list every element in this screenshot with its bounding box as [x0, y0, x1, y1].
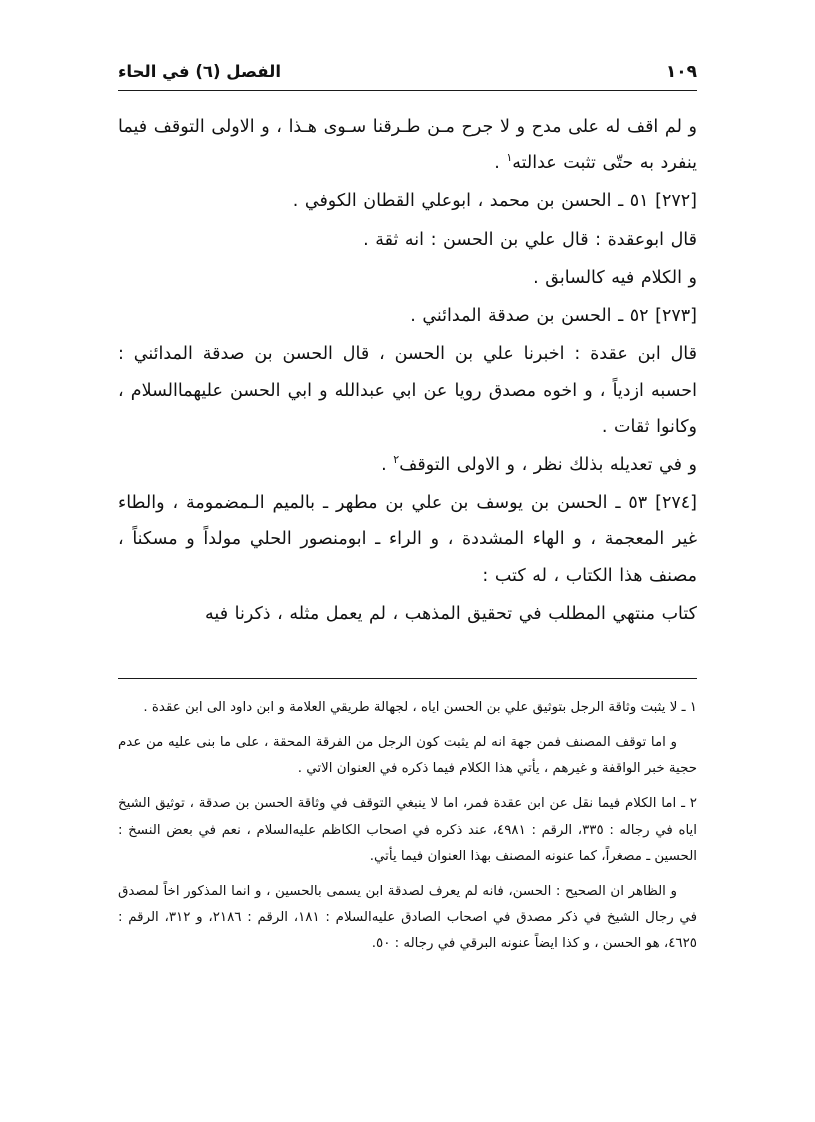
running-title: الفصل (٦) في الحاء [118, 62, 281, 81]
paragraph-2: [٢٧٢] ٥١ ـ الحسن بن محمد ، ابوعلي القطان الكوفي . [292, 191, 697, 212]
paragraph-7: و في تعديله بذلك نظر ، و الاولى التوقف$^٢$ . [381, 453, 697, 475]
paragraph-1-text: و لم اقف له على مدح و لا جرح مـن طـرقنا سـوى هـذا ، و الاولى التوقف فيما ينفرد به حتّى تثبت عدالته [118, 117, 697, 174]
footnote-2-continued [118, 879, 697, 957]
footnote-1-marker: ١ ـ [681, 700, 697, 716]
footnote-marker-1: ١ [506, 151, 513, 165]
paragraph-8: [٢٧٤] ٥٣ ـ الحسن بن يوسف بن علي بن مطهر ـ بالميم الـمضمومة ، والطاء غير المعجمة ، و الهاء المشددة ، و الراء ـ ابومنصور الحلي مولداً و مسكناً ، مصنف هذا الكتاب ، له كتب : [118, 493, 697, 586]
page-number: ١٠٩ [665, 62, 697, 82]
paragraph-1: و لم اقف له على مدح و لا جرح مـن طـرقنا سـوى هـذا ، و الاولى التوقف فيما ينفرد به حتّى تثبت عدالته$^١$ . [118, 117, 697, 174]
footnote-1 [118, 695, 697, 721]
footnote-marker-2: ٢ [393, 453, 400, 467]
footnote-2-continued-text: و الظاهر ان الصحيح : الحسن، فانه لم يعرف لصدقة ابن يسمى بالحسين ، و انما المذكور اخاً لمصدق في رجال الشيخ في ذكر مصدق في اصحاب الصادق عليه‌السلام : ١٨١، الرقم : ٢١٨٦، و ٣١٢، الرقم : ٤٦٢٥، هو الحسن ، و كذا ايضاً عنونه البرقي في رجاله : ٥٠. [118, 883, 697, 952]
footnote-2-marker: ٢ ـ [681, 796, 697, 812]
paragraph-6: قال ابن عقدة : اخبرنا علي بن الحسن ، قال الحسن بن صدقة المدائني : احسبه ازدياً ، و اخوه مصدق رويا عن ابي عبدالله و ابي الحسن عليهما‌السلام ، وكانوا ثقات . [118, 344, 697, 437]
footnote-1-continued-text: و اما توقف المصنف فمن جهة انه لم يثبت كون الرجل من الفرقة المحقة ، على ما بنى عليه من عدم حجية خبر الواقفة و غيرهم ، يأتي هذا الكلام فيما ذكره في العنوان الاتي . [118, 735, 697, 777]
paragraph-9: كتاب منتهي المطلب في تحقيق المذهب ، لم يعمل مثله ، ذكرنا فيه [205, 603, 697, 624]
body-text [118, 109, 697, 632]
footnote-1-text: لا يثبت وثاقة الرجل بتوثيق علي بن الحسن اياه ، لجهالة طريقي العلامة و ابن داود الى ابن عقدة . [143, 700, 678, 716]
paragraph-5: [٢٧٣] ٥٢ ـ الحسن بن صدقة المدائني . [410, 306, 697, 327]
footnote-2-text: اما الكلام فيما نقل عن ابن عقدة فمر، اما لا ينبغي التوقف في وثاقة الحسن بن صدقة ، توثيق الشيخ اياه في رجاله : ٣٣٥، الرقم : ٤٩٨١، عند ذكره في اصحاب الكاظم عليه‌السلام ، نعم في بعض النسخ : الحسين ـ مصغراً، كما عنونه المصنف بهذا العنوان فيما يأتي. [118, 796, 698, 864]
footnote-1-continued [118, 730, 697, 782]
header-divider [118, 90, 697, 91]
footnote-2 [118, 791, 697, 869]
paragraph-4: و الكلام فيه كالسابق . [533, 267, 697, 288]
footnotes-section [118, 695, 697, 957]
page-content [118, 62, 697, 966]
page-header [118, 62, 697, 90]
paragraph-7-text: و في تعديله بذلك نظر ، و الاولى التوقف [399, 454, 697, 475]
paragraph-3: قال ابوعقدة : قال علي بن الحسن : انه ثقة . [363, 229, 697, 250]
footnote-divider [118, 678, 697, 679]
